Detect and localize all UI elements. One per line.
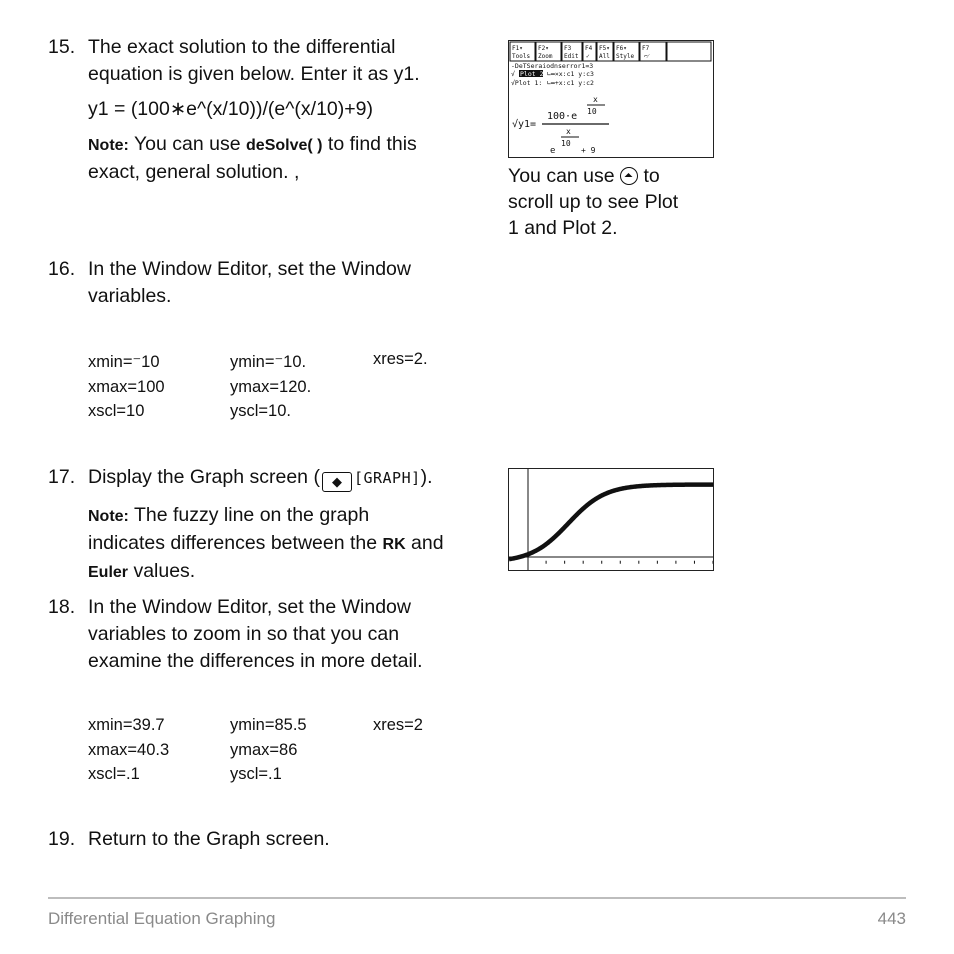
note-label: Note: (88, 137, 129, 154)
step-16-text (88, 256, 488, 310)
toolbar-f7-tab: F7 (642, 45, 650, 52)
var-yscl: yscl=10. (230, 402, 291, 420)
window-variables-18 (88, 713, 468, 787)
note-label: Note: (88, 508, 129, 525)
var-xmax: xmax=100 (88, 377, 165, 396)
var-xres: xres=2. (373, 350, 428, 368)
calculator-y-editor-screen (508, 40, 714, 158)
var-xres: xres=2 (373, 716, 423, 734)
toolbar-f1-tab: F1▾ (512, 45, 523, 52)
toolbar-f2-tab: F2▾ (538, 45, 549, 52)
y1-label: √y1= (512, 119, 537, 130)
graph-display (509, 469, 713, 570)
step-15-equation: y1 = (100∗e^(x/10))/(e^(x/10)+9) (88, 98, 373, 120)
var-xscl: xscl=.1 (88, 765, 140, 783)
step-18-line3: examine the differences in more detail. (88, 650, 423, 672)
step-15-note (88, 131, 488, 159)
note-text: The fuzzy line on the graph (133, 504, 370, 526)
var-ymin: ymin=⁻10. (230, 353, 307, 371)
step-17-instruction-end: ). (420, 466, 433, 488)
svg-text:Plot 2:: Plot 2: (520, 70, 548, 78)
denominator-e: e (550, 146, 556, 156)
vars-column-y (230, 350, 311, 424)
step-18-line1: In the Window Editor, set the Window (88, 596, 411, 618)
step-16-line1: In the Window Editor, set the Window (88, 258, 411, 280)
footer-divider (48, 897, 906, 899)
axis-ticks (546, 561, 713, 564)
svg-text:Tools: Tools (512, 53, 531, 60)
var-ymin: ymin=85.5 (230, 716, 307, 734)
svg-text:√: √ (511, 70, 515, 78)
caption-line3: 1 and Plot 2. (508, 217, 618, 239)
plot1-label: √Plot 1: (511, 79, 543, 87)
svg-text:x: x (566, 127, 571, 136)
step-15-line2: equation is given below. Enter it as y1. (88, 63, 420, 85)
step-18-number: 18. (48, 596, 76, 618)
window-variables-16 (88, 350, 468, 424)
numerator-exp-10: 10 (587, 107, 597, 116)
desolve-command: deSolve( ) (246, 137, 323, 154)
note-text: indicates differences between the (88, 532, 378, 554)
step-19-line1: Return to the Graph screen. (88, 828, 330, 850)
var-ymax: ymax=120. (230, 377, 312, 396)
step-16-line2: variables. (88, 285, 172, 307)
numerator: 100·e (547, 111, 578, 122)
step-18-line2: variables to zoom in so that you can (88, 623, 400, 645)
var-xmax: xmax=40.3 (88, 740, 170, 759)
step-15-text (88, 34, 488, 186)
svg-text:10: 10 (561, 139, 571, 148)
step-15-line1: The exact solution to the differential (88, 36, 396, 58)
step-15-number: 15. (48, 36, 76, 58)
denominator-plus: + 9 (581, 146, 596, 155)
page-number: 443 (877, 909, 906, 928)
var-xmin: xmin=⁻10 (88, 353, 160, 371)
caption-text: You can use (508, 165, 615, 187)
vars-column-res (373, 713, 423, 738)
var-yscl: yscl=.1 (230, 765, 282, 783)
diamond-key-icon: ◆ (322, 472, 352, 492)
toolbar-f6-tab: F6▾ (616, 45, 627, 52)
step-17-note (88, 502, 498, 530)
plot2-definition: ∟═×x:c1 y:c3 (547, 70, 594, 78)
footer-title: Differential Equation Graphing (48, 909, 276, 928)
y-editor-display (509, 41, 713, 157)
step-17-text (88, 464, 498, 586)
note-text: You can use (133, 133, 241, 155)
vars-column-res (373, 347, 428, 372)
solution-curve (509, 485, 713, 560)
var-xscl: xscl=10 (88, 402, 145, 420)
step-16-number: 16. (48, 258, 76, 280)
note-text: to find this (327, 133, 417, 155)
rk-term: RK (382, 536, 406, 553)
euler-term: Euler (88, 564, 129, 581)
step-19-text (88, 826, 488, 853)
numerator-exp-x: x (593, 95, 598, 104)
var-ymax: ymax=86 (230, 740, 298, 759)
toolbar-f4-tab: F4 (585, 45, 593, 52)
step-17-instruction: Display the Graph screen ( (88, 466, 320, 488)
vars-column-y (230, 713, 307, 787)
svg-text:Edit: Edit (564, 53, 579, 60)
toolbar-f5-tab: F5▾ (599, 45, 610, 52)
svg-text:✓: ✓ (586, 53, 590, 60)
svg-text:Zoom: Zoom (538, 53, 553, 60)
step-15-note-line2: exact, general solution. , (88, 161, 300, 183)
vars-column-x (88, 350, 165, 424)
svg-text:All: All (599, 53, 610, 60)
svg-text:Style: Style (616, 53, 635, 60)
step-18-text (88, 594, 498, 675)
caption-text: to (643, 165, 660, 187)
note-text: and (411, 532, 444, 554)
vars-column-x (88, 713, 169, 787)
svg-text:⌐⁄: ⌐⁄ (644, 53, 649, 60)
caption-line2: scroll up to see Plot (508, 191, 679, 213)
plot1-definition: ∟═+x:c1 y:c2 (547, 79, 594, 87)
graph-key-label: [GRAPH] (353, 469, 421, 487)
screen-caption (508, 163, 718, 241)
note-text: values. (133, 560, 196, 582)
toolbar-f3-tab: F3 (564, 45, 572, 52)
step-17-number: 17. (48, 466, 76, 488)
step-19-number: 19. (48, 828, 76, 850)
var-xmin: xmin=39.7 (88, 716, 165, 734)
calculator-graph-screen (508, 468, 714, 571)
editor-row-1: -DeTSeraiodnserror1=3 (511, 62, 594, 70)
up-arrow-key-icon (620, 167, 638, 185)
